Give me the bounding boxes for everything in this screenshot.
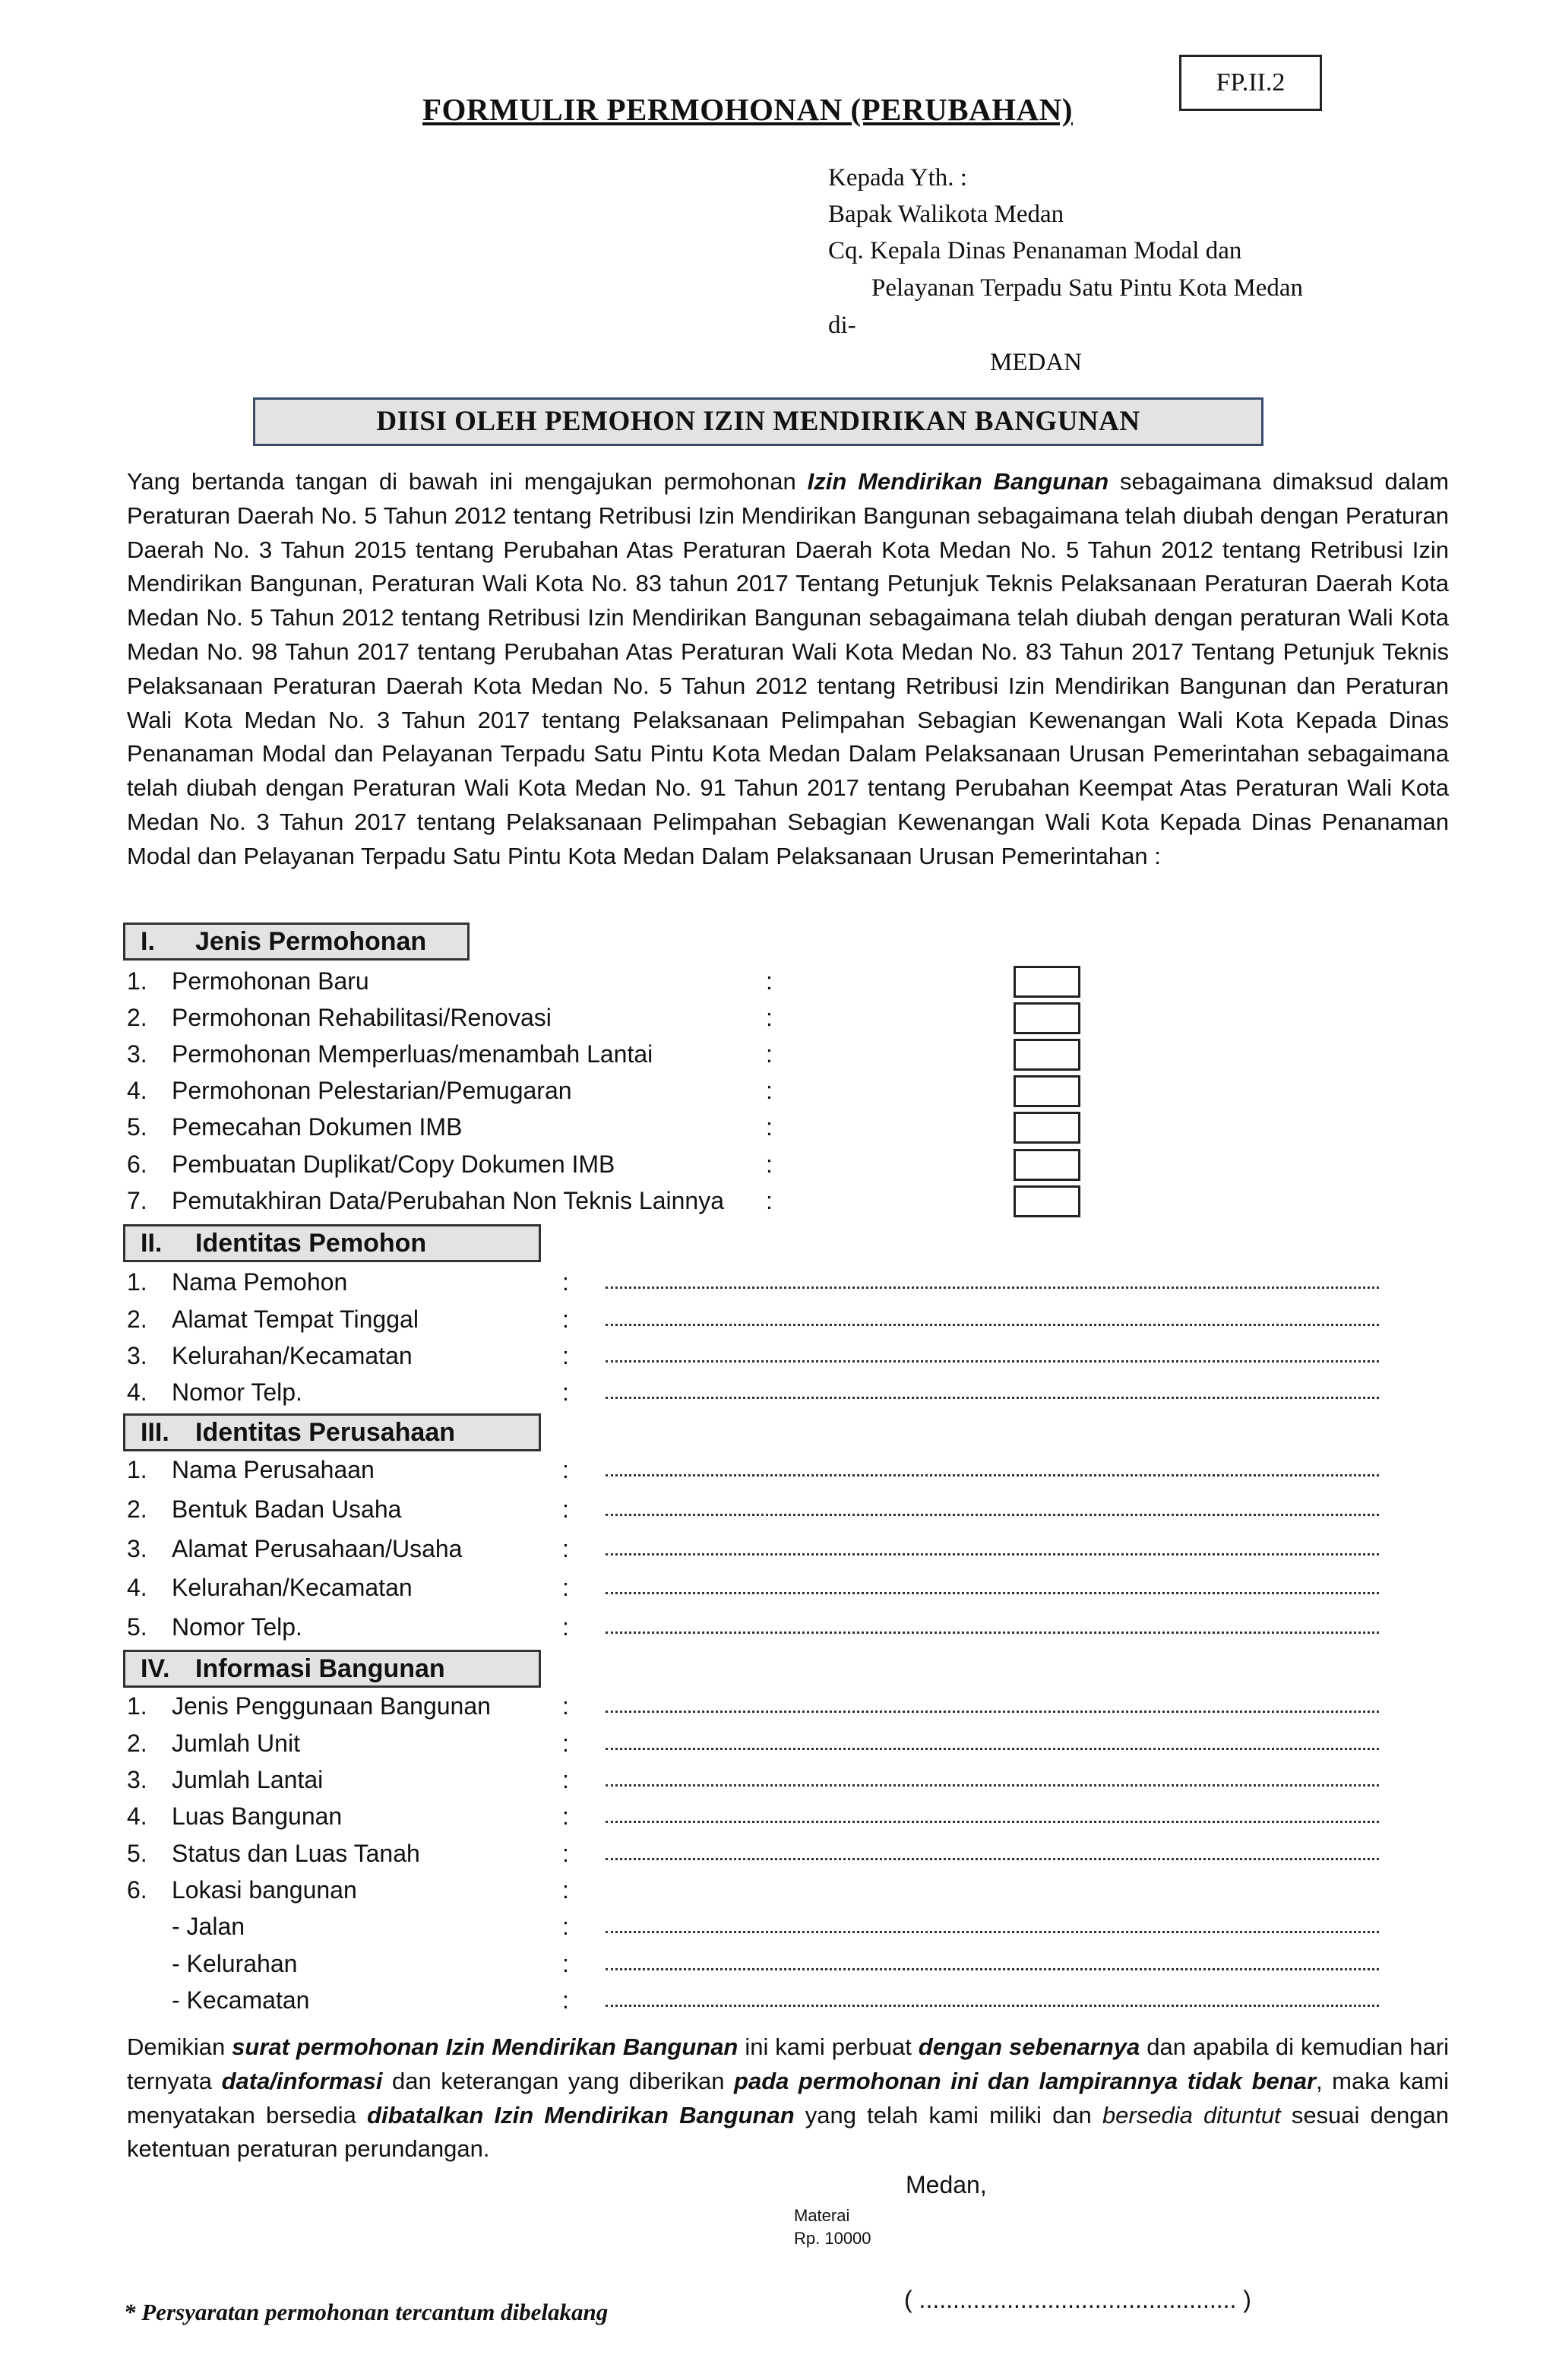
form-row	[127, 1451, 1464, 1488]
row-number: 4.	[127, 1802, 147, 1830]
section-informasi-bangunan-header	[123, 1650, 541, 1688]
form-row	[127, 1982, 1464, 2018]
row-label: Status dan Luas Tanah	[172, 1840, 420, 1867]
form-row	[127, 1264, 1464, 1300]
fill-in-line[interactable]	[606, 2005, 1379, 2007]
stamp-duty-label: Materai	[794, 2206, 850, 2225]
row-colon: :	[562, 1692, 569, 1720]
option-checkbox[interactable]	[1014, 1039, 1080, 1071]
form-row	[127, 1072, 1464, 1109]
option-checkbox[interactable]	[1014, 966, 1080, 998]
signature-place-date: Medan,	[906, 2171, 987, 2198]
address-line-3: Cq. Kepala Dinas Penanaman Modal dan	[828, 237, 1242, 264]
form-row	[127, 1491, 1464, 1527]
closing-text: ini kami perbuat	[738, 2033, 919, 2060]
closing-text: Demikian	[127, 2033, 232, 2060]
option-checkbox[interactable]	[1014, 1149, 1080, 1181]
form-row	[127, 999, 1464, 1036]
row-colon: :	[562, 1495, 569, 1523]
form-row	[127, 1872, 1464, 1908]
row-label: Lokasi bangunan	[172, 1876, 357, 1904]
row-number: 2.	[127, 1495, 147, 1523]
form-code-box: FP.II.2	[1179, 55, 1322, 111]
row-number: 1.	[127, 1456, 147, 1483]
fill-in-line[interactable]	[606, 1858, 1379, 1860]
row-number: 5.	[127, 1840, 147, 1867]
form-row	[127, 1182, 1464, 1219]
section-title: Identitas Perusahaan	[195, 1418, 456, 1447]
applicant-banner: DIISI OLEH PEMOHON IZIN MENDIRIKAN BANGUNAN	[253, 397, 1263, 446]
section-number: IV.	[141, 1654, 170, 1683]
form-row	[127, 1036, 1464, 1072]
form-row	[127, 1146, 1464, 1182]
row-colon: :	[562, 1730, 569, 1757]
row-number: 5.	[127, 1113, 147, 1141]
form-row	[127, 1908, 1464, 1945]
row-colon: :	[562, 1613, 569, 1641]
row-colon: :	[562, 1913, 569, 1940]
form-row	[127, 1761, 1464, 1798]
row-label: Permohonan Memperluas/menambah Lantai	[172, 1040, 653, 1068]
closing-text: , maka kami menyatakan bersedia	[127, 2067, 1449, 2128]
signature-name-field[interactable]: ( ............................................... )	[904, 2286, 1251, 2313]
row-label: - Kecamatan	[172, 1986, 310, 2014]
row-label: Pembuatan Duplikat/Copy Dokumen IMB	[172, 1150, 615, 1178]
row-number: 5.	[127, 1613, 147, 1641]
section-number: III.	[141, 1418, 169, 1447]
requirements-footnote: * Persyaratan permohonan tercantum dibelakang	[124, 2299, 609, 2325]
row-colon: :	[562, 1840, 569, 1867]
row-number: 4.	[127, 1574, 147, 1601]
stamp-duty-note	[794, 2204, 871, 2250]
fill-in-line[interactable]	[606, 1968, 1379, 1970]
form-row	[127, 1569, 1464, 1606]
fill-in-line[interactable]	[606, 1711, 1379, 1713]
row-colon: :	[562, 1535, 569, 1562]
row-colon: :	[766, 1150, 773, 1178]
form-row	[127, 1609, 1464, 1645]
closing-text: yang telah kami miliki dan	[794, 2101, 1102, 2128]
row-label: Jumlah Lantai	[172, 1766, 324, 1793]
row-label: Permohonan Pelestarian/Pemugaran	[172, 1077, 572, 1104]
row-colon: :	[562, 1342, 569, 1369]
form-row	[127, 963, 1464, 999]
closing-emphasis: data/informasi	[221, 2067, 383, 2094]
row-label: Nama Perusahaan	[172, 1456, 375, 1483]
closing-emphasis: dibatalkan Izin Mendirikan Bangunan	[367, 2101, 795, 2128]
section-title: Jenis Permohonan	[195, 927, 427, 956]
row-number: 3.	[127, 1766, 147, 1793]
closing-text: sesuai dengan ketentuan peraturan perundangan.	[127, 2101, 1450, 2163]
fill-in-line[interactable]	[606, 1784, 1379, 1787]
row-colon: :	[766, 1004, 773, 1031]
form-row	[127, 1835, 1464, 1872]
row-label: - Kelurahan	[172, 1950, 298, 1977]
stamp-duty-amount: Rp. 10000	[794, 2229, 871, 2248]
row-colon: :	[562, 1802, 569, 1830]
form-row	[127, 1688, 1464, 1724]
row-label: Permohonan Rehabilitasi/Renovasi	[172, 1004, 552, 1031]
row-colon: :	[766, 1113, 773, 1141]
form-row	[127, 1374, 1464, 1410]
row-colon: :	[562, 1766, 569, 1793]
option-checkbox[interactable]	[1014, 1002, 1080, 1034]
row-number: 6.	[127, 1150, 147, 1178]
closing-text: dan apabila di kemudian hari ternyata	[127, 2033, 1449, 2094]
form-row	[127, 1301, 1464, 1337]
row-colon: :	[562, 1378, 569, 1406]
row-number: 1.	[127, 967, 147, 995]
row-number: 6.	[127, 1876, 147, 1904]
section-title: Identitas Pemohon	[195, 1229, 427, 1258]
row-colon: :	[562, 1306, 569, 1333]
row-number: 3.	[127, 1342, 147, 1369]
row-colon: :	[562, 1950, 569, 1977]
fill-in-line[interactable]	[606, 1360, 1379, 1362]
row-number: 3.	[127, 1535, 147, 1562]
row-number: 3.	[127, 1040, 147, 1068]
section-number: II.	[141, 1229, 163, 1258]
form-row	[127, 1798, 1464, 1834]
closing-emphasis: dengan sebenarnya	[918, 2033, 1140, 2060]
fill-in-line[interactable]	[606, 1592, 1379, 1594]
intro-text-2: sebagaimana dimaksud dalam Peraturan Daerah No. 5 Tahun 2012 tentang Retribusi Izin Mendirikan Bangunan sebagaimana telah diubah dengan Peraturan Daerah No. 3 Tahun 2015 tentang Perubahan Atas Peraturan Daerah Kota Medan No. 5 Tahun 2012 tentang Retribusi Izin Mendirikan Bangunan, Peraturan Wali Kota No. 83 tahun 2017 Tentang Petunjuk Teknis Pelaksanaan Peraturan Daerah Kota Medan No. 5 Tahun 2012 tentang Retribusi Izin Mendirikan Bangunan sebagaimana telah diubah dengan peraturan Wali Kota Medan No. 98 Tahun 2017 tentang Perubahan Atas Peraturan Wali Kota Medan No. 83 Tahun 2017 Tentang Petunjuk Teknis Pelaksanaan Peraturan Daerah Kota Medan No. 5 Tahun 2012 tentang Retribusi Izin Mendirikan Bangunan dan Peraturan Wali Kota Medan No. 3 Tahun 2017 tentang Pelaksanaan Pelimpahan Sebagian Kewenangan Wali Kota Kepada Dinas Penanaman Modal dan Pelayanan Terpadu Satu Pintu Kota Medan Dalam Pelaksanaan Urusan Pemerintahan sebagaimana telah diubah dengan Peraturan Wali Kota Medan No. 91 Tahun 2017 tentang Perubahan Keempat Atas Peraturan Wali Kota Medan No. 3 Tahun 2017 tentang Pelaksanaan Pelimpahan Sebagian Kewenangan Wali Kota Kepada Dinas Penanaman Modal dan Pelayanan Terpadu Satu Pintu Kota Medan Dalam Pelaksanaan Urusan Pemerintahan :	[127, 468, 1449, 869]
section-identitas-pemohon-header	[123, 1224, 541, 1262]
row-colon: :	[766, 1077, 773, 1104]
option-checkbox[interactable]	[1014, 1075, 1080, 1107]
fill-in-line[interactable]	[606, 1474, 1379, 1476]
row-label: Nama Pemohon	[172, 1268, 348, 1296]
row-number: 2.	[127, 1004, 147, 1031]
row-colon: :	[562, 1268, 569, 1296]
row-number: 1.	[127, 1268, 147, 1296]
fill-in-line[interactable]	[606, 1748, 1379, 1750]
closing-text: dan keterangan yang diberikan	[382, 2067, 735, 2094]
row-colon: :	[766, 967, 773, 995]
form-row	[127, 1337, 1464, 1374]
row-label: - Jalan	[172, 1913, 245, 1940]
form-row	[127, 1109, 1464, 1145]
row-number: 2.	[127, 1730, 147, 1757]
row-number: 4.	[127, 1378, 147, 1406]
section-jenis-permohonan-header	[123, 923, 470, 961]
address-city: MEDAN	[990, 349, 1082, 376]
row-colon: :	[562, 1574, 569, 1601]
row-label: Kelurahan/Kecamatan	[172, 1342, 413, 1369]
row-colon: :	[562, 1986, 569, 2014]
fill-in-line[interactable]	[606, 1553, 1379, 1556]
row-number: 2.	[127, 1306, 147, 1333]
row-number: 7.	[127, 1187, 147, 1214]
fill-in-line[interactable]	[606, 1397, 1379, 1399]
fill-in-line[interactable]	[606, 1632, 1379, 1634]
row-label: Pemutakhiran Data/Perubahan Non Teknis Lainnya	[172, 1187, 724, 1214]
address-line-1: Kepada Yth. :	[828, 164, 967, 191]
row-label: Jumlah Unit	[172, 1730, 300, 1757]
fill-in-line[interactable]	[606, 1821, 1379, 1823]
row-number: 4.	[127, 1077, 147, 1104]
option-checkbox[interactable]	[1014, 1112, 1080, 1144]
form-row	[127, 1945, 1464, 1982]
row-colon: :	[766, 1187, 773, 1214]
closing-emphasis: pada permohonan ini dan lampirannya tidak benar	[734, 2067, 1317, 2094]
closing-paragraph	[127, 2030, 1449, 2166]
row-colon: :	[766, 1040, 773, 1068]
row-label: Bentuk Badan Usaha	[172, 1495, 402, 1523]
section-identitas-perusahaan-header	[123, 1413, 541, 1451]
fill-in-line[interactable]	[606, 1287, 1379, 1289]
row-colon: :	[562, 1876, 569, 1904]
row-label: Kelurahan/Kecamatan	[172, 1574, 413, 1601]
intro-text-1: Yang bertanda tangan di bawah ini mengajukan permohonan	[127, 468, 808, 495]
row-colon: :	[562, 1456, 569, 1483]
form-row	[127, 1530, 1464, 1567]
closing-italic: bersedia dituntut	[1102, 2101, 1281, 2128]
row-label: Nomor Telp.	[172, 1378, 302, 1406]
option-checkbox[interactable]	[1014, 1185, 1080, 1217]
row-label: Alamat Tempat Tinggal	[172, 1306, 419, 1333]
row-label: Nomor Telp.	[172, 1613, 302, 1641]
row-label: Luas Bangunan	[172, 1802, 343, 1830]
intro-paragraph	[127, 465, 1449, 874]
section-number: I.	[141, 927, 155, 956]
fill-in-line[interactable]	[606, 1514, 1379, 1516]
form-row	[127, 1725, 1464, 1761]
row-label: Alamat Perusahaan/Usaha	[172, 1535, 463, 1562]
fill-in-line[interactable]	[606, 1324, 1379, 1326]
row-number: 1.	[127, 1692, 147, 1720]
intro-emphasis: Izin Mendirikan Bangunan	[807, 468, 1109, 495]
closing-emphasis: surat permohonan Izin Mendirikan Bangunan	[232, 2033, 738, 2060]
address-line-2: Bapak Walikota Medan	[828, 201, 1064, 228]
row-label: Permohonan Baru	[172, 967, 369, 995]
form-title: FORMULIR PERMOHONAN (PERUBAHAN)	[422, 92, 1073, 127]
row-label: Jenis Penggunaan Bangunan	[172, 1692, 491, 1720]
row-label: Pemecahan Dokumen IMB	[172, 1113, 463, 1141]
address-line-4: Pelayanan Terpadu Satu Pintu Kota Medan	[871, 274, 1304, 302]
address-line-5: di-	[828, 312, 856, 339]
fill-in-line[interactable]	[606, 1931, 1379, 1933]
section-title: Informasi Bangunan	[195, 1654, 445, 1683]
